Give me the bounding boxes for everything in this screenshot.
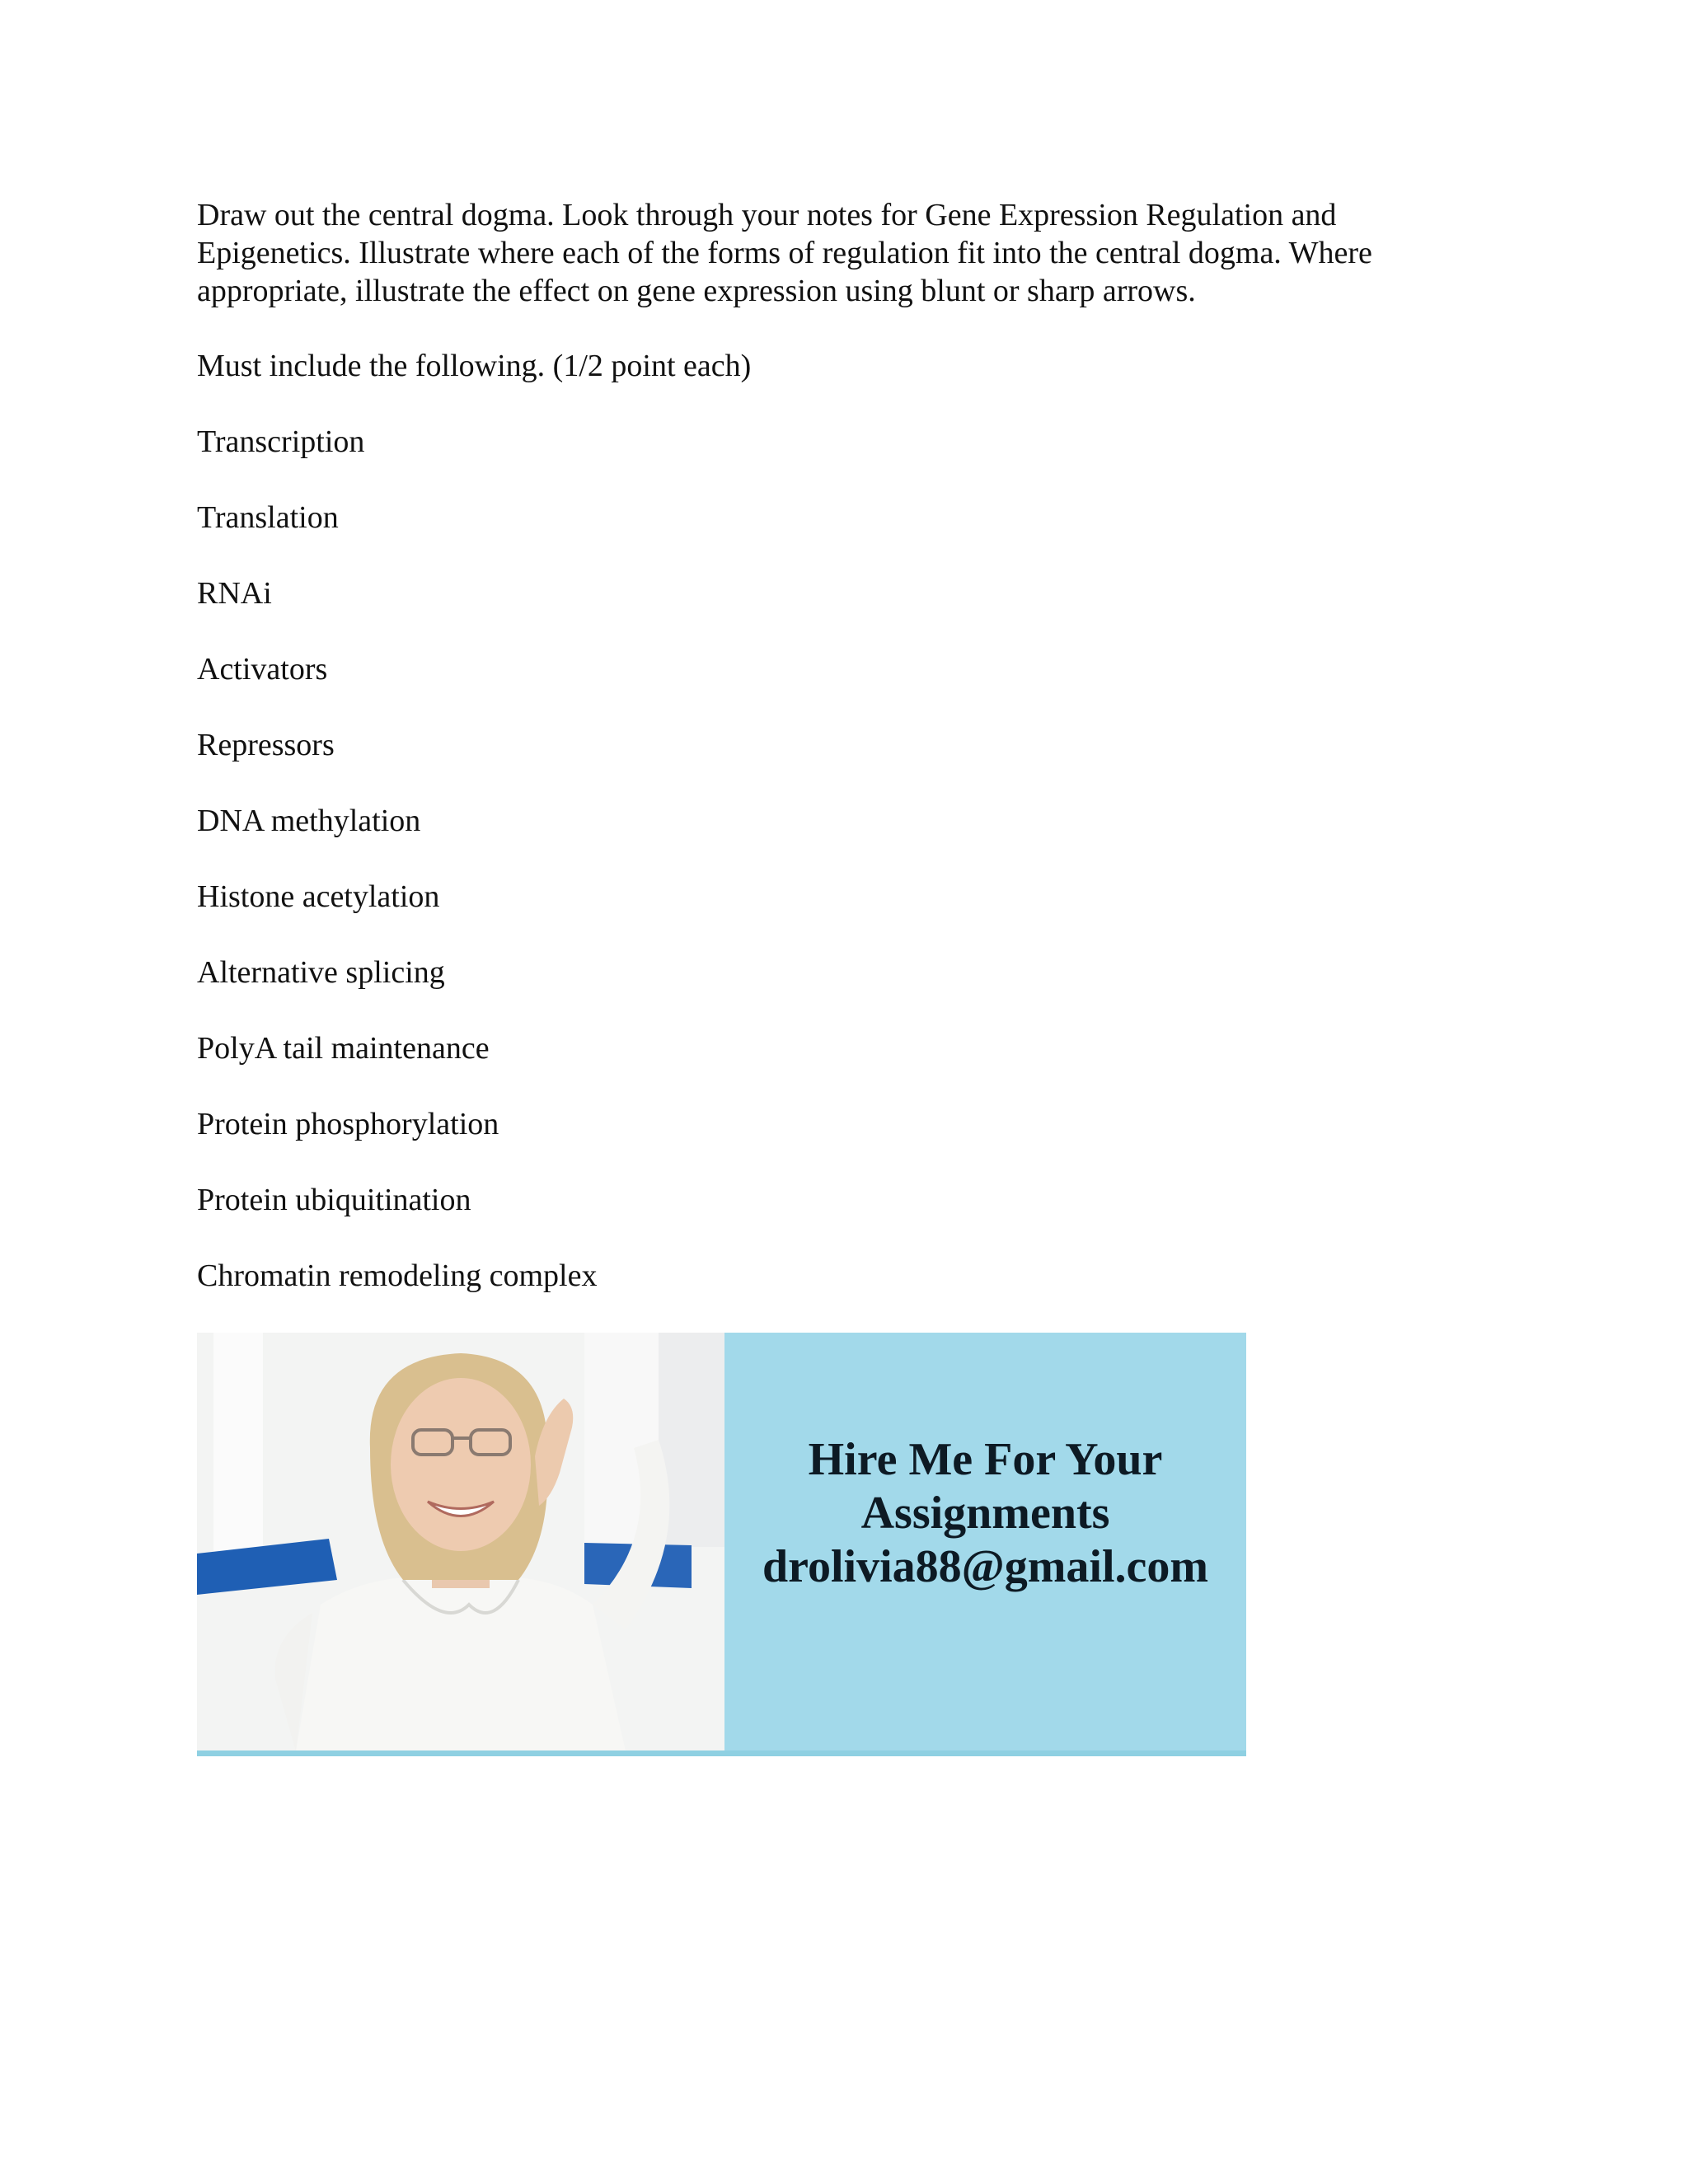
banner-text-block bbox=[724, 1333, 1246, 1751]
requirement-item: Transcription bbox=[197, 424, 365, 459]
banner-bottom-strip bbox=[197, 1750, 1246, 1756]
requirement-item: Histone acetylation bbox=[197, 879, 440, 914]
advertisement-banner bbox=[197, 1333, 1246, 1756]
requirement-item: RNAi bbox=[197, 576, 272, 611]
banner-email: drolivia88@gmail.com bbox=[762, 1541, 1209, 1592]
requirement-item: Activators bbox=[197, 652, 328, 687]
requirement-item: PolyA tail maintenance bbox=[197, 1031, 490, 1066]
requirement-item: Chromatin remodeling complex bbox=[197, 1258, 598, 1293]
banner-headline: Hire Me For Your bbox=[808, 1434, 1163, 1485]
must-include-heading: Must include the following. (1/2 point each) bbox=[197, 349, 752, 383]
requirement-item: DNA methylation bbox=[197, 804, 421, 838]
requirement-item: Protein phosphorylation bbox=[197, 1107, 499, 1141]
requirement-item: Repressors bbox=[197, 728, 335, 762]
banner-subheadline: Assignments bbox=[860, 1488, 1110, 1539]
requirement-item: Translation bbox=[197, 500, 339, 535]
requirement-item: Protein ubiquitination bbox=[197, 1183, 471, 1217]
person-photo bbox=[197, 1333, 724, 1751]
instructions-paragraph: Draw out the central dogma. Look through your notes for Gene Expression Regulation and Epigenetics. Illustrate where each of the forms of regulation fit into the central dogma. Where appropriate, illustrate the effect on gene expression using blunt or sharp arrows. bbox=[197, 198, 1372, 308]
requirement-item: Alternative splicing bbox=[197, 955, 445, 990]
person-photo-illustration bbox=[197, 1333, 724, 1751]
